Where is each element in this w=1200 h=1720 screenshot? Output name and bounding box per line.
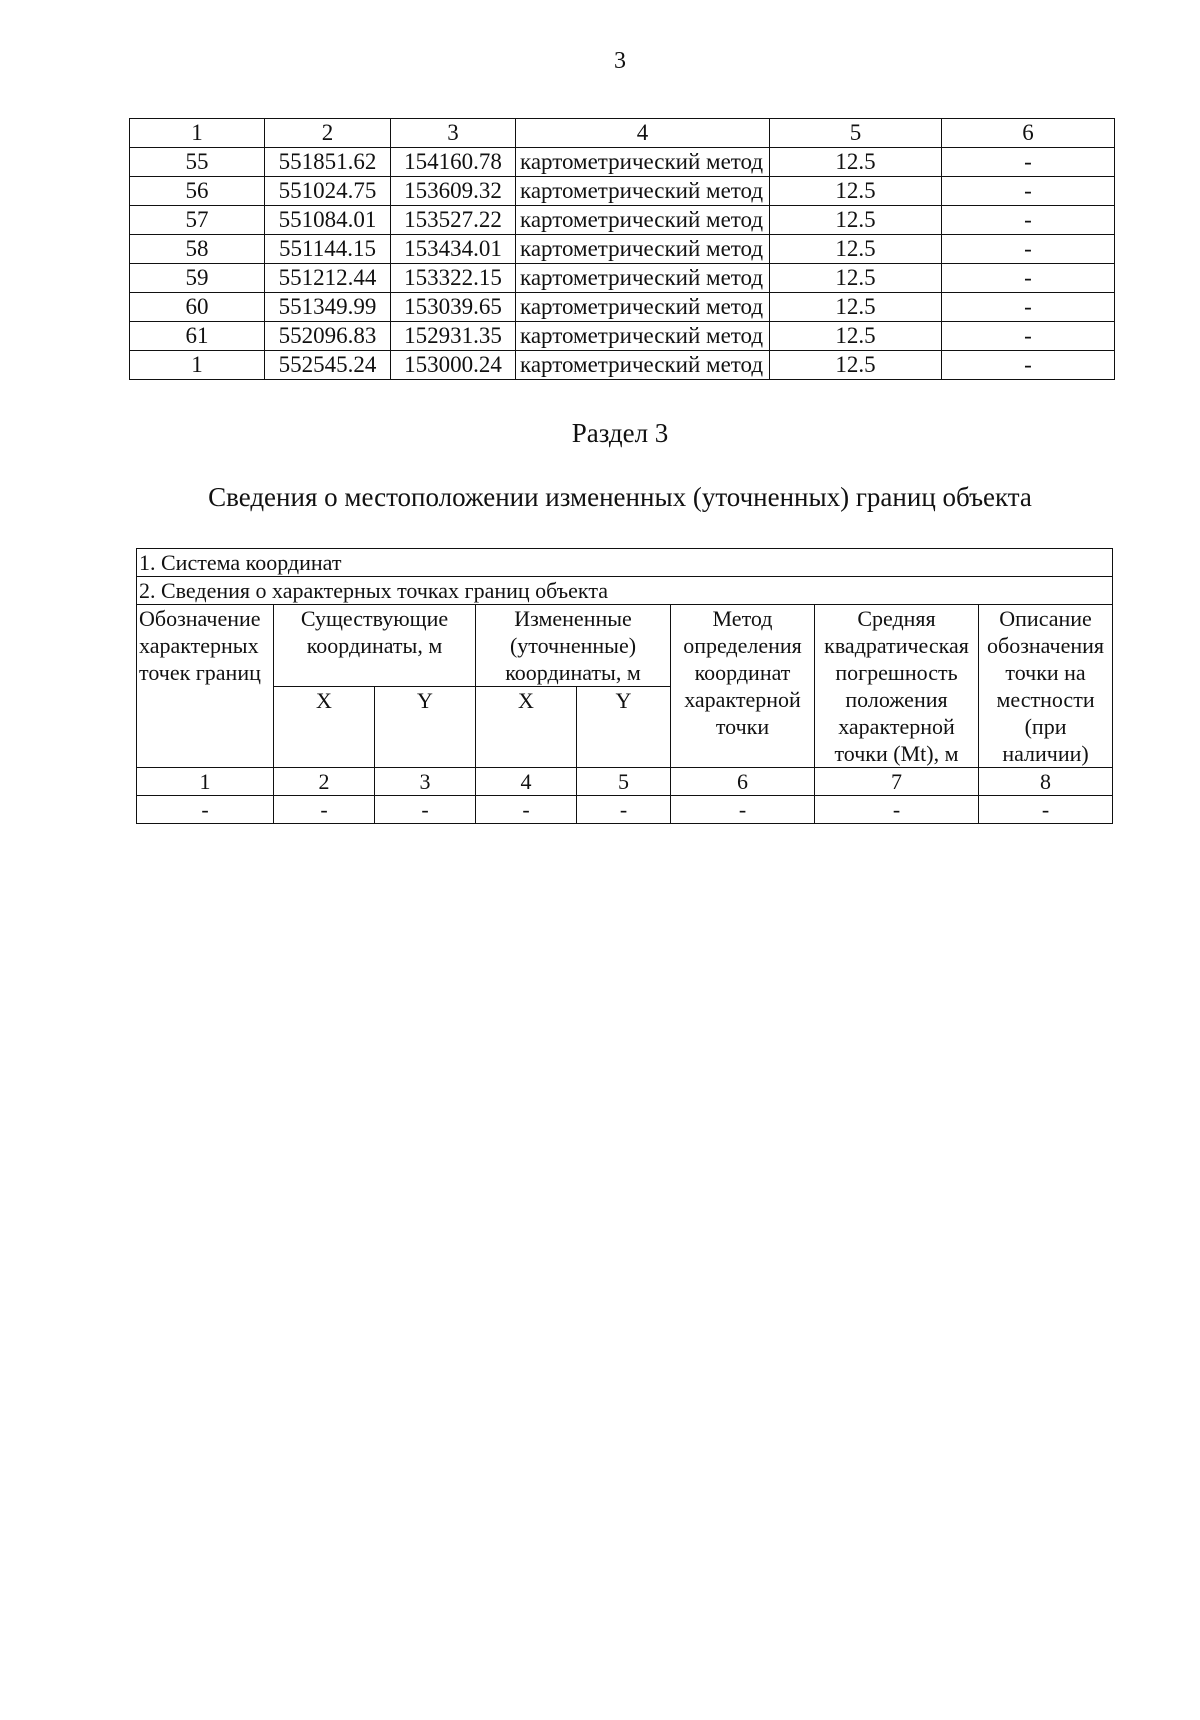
- table-cell: 153609.32: [391, 177, 516, 206]
- column-number-cell: 5: [577, 768, 671, 796]
- table-row: [130, 264, 1115, 293]
- table-cell: 551024.75: [265, 177, 391, 206]
- table-cell: 153434.01: [391, 235, 516, 264]
- page-number: 3: [614, 48, 626, 74]
- table-cell: 551084.01: [265, 206, 391, 235]
- table-cell: 56: [130, 177, 265, 206]
- column-number-cell: 7: [815, 768, 979, 796]
- table-cell: картометрический метод: [516, 293, 770, 322]
- table-cell: картометрический метод: [516, 206, 770, 235]
- coords-header-row: [130, 119, 1115, 148]
- table-cell: 57: [130, 206, 265, 235]
- table-cell: 12.5: [770, 264, 942, 293]
- table-row: [130, 206, 1115, 235]
- table-cell: -: [942, 235, 1115, 264]
- table-cell: 153527.22: [391, 206, 516, 235]
- table-cell: 12.5: [770, 351, 942, 380]
- table-cell: картометрический метод: [516, 322, 770, 351]
- table-cell: -: [815, 796, 979, 824]
- table-cell: -: [979, 796, 1113, 824]
- table-cell: -: [577, 796, 671, 824]
- column-number-cell: 2: [274, 768, 375, 796]
- coords-header-cell: 1: [130, 119, 265, 148]
- table-cell: 551144.15: [265, 235, 391, 264]
- header-existing-x: X: [274, 687, 375, 768]
- header-changed-x: X: [476, 687, 577, 768]
- table-cell: 552545.24: [265, 351, 391, 380]
- coords-header-cell: 6: [942, 119, 1115, 148]
- column-number-row: [137, 768, 1113, 796]
- table-cell: 12.5: [770, 148, 942, 177]
- column-number-cell: 1: [137, 768, 274, 796]
- coords-header-cell: 2: [265, 119, 391, 148]
- column-number-cell: 6: [671, 768, 815, 796]
- table-cell: картометрический метод: [516, 264, 770, 293]
- table-cell: 12.5: [770, 235, 942, 264]
- column-number-cell: 3: [375, 768, 476, 796]
- table-cell: 61: [130, 322, 265, 351]
- table-cell: -: [942, 351, 1115, 380]
- table-cell: 12.5: [770, 206, 942, 235]
- table-cell: картометрический метод: [516, 351, 770, 380]
- table-cell: -: [942, 177, 1115, 206]
- table-cell: 59: [130, 264, 265, 293]
- table-row: [130, 293, 1115, 322]
- section-title: Раздел 3: [571, 418, 669, 448]
- table-cell: -: [671, 796, 815, 824]
- table-row: [130, 322, 1115, 351]
- table-row: [130, 235, 1115, 264]
- table-cell: 153000.24: [391, 351, 516, 380]
- table-cell: 551212.44: [265, 264, 391, 293]
- table-cell: 551851.62: [265, 148, 391, 177]
- header-changed-y: Y: [577, 687, 671, 768]
- table-cell: -: [942, 293, 1115, 322]
- table-cell: 12.5: [770, 177, 942, 206]
- table-cell: 154160.78: [391, 148, 516, 177]
- table-cell: 12.5: [770, 293, 942, 322]
- table-cell: -: [137, 796, 274, 824]
- table-cell: 55: [130, 148, 265, 177]
- coord-system-row: 1. Система координат: [137, 549, 1113, 577]
- coords-header-cell: 5: [770, 119, 942, 148]
- table-cell: 551349.99: [265, 293, 391, 322]
- table-cell: -: [274, 796, 375, 824]
- header-description: Описание обозначения точки на местности (при наличии): [979, 605, 1113, 768]
- coords-header-cell: 4: [516, 119, 770, 148]
- table-cell: 1: [130, 351, 265, 380]
- table-cell: -: [476, 796, 577, 824]
- table-cell: 12.5: [770, 322, 942, 351]
- table-cell: -: [942, 206, 1115, 235]
- table-cell: 153039.65: [391, 293, 516, 322]
- table-row: [130, 148, 1115, 177]
- header-mean-error: Средняя квадратическая погрешность положения характерной точки (Mt), м: [815, 605, 979, 768]
- table-cell: -: [375, 796, 476, 824]
- points-info-row: 2. Сведения о характерных точках границ объекта: [137, 577, 1113, 605]
- table-cell: 152931.35: [391, 322, 516, 351]
- table-row: [130, 177, 1115, 206]
- table-cell: 552096.83: [265, 322, 391, 351]
- coords-header-cell: 3: [391, 119, 516, 148]
- table-row: [130, 351, 1115, 380]
- table-cell: картометрический метод: [516, 177, 770, 206]
- table-cell: -: [942, 264, 1115, 293]
- section-subtitle: Сведения о местоположении измененных (уточненных) границ объекта: [208, 482, 1032, 512]
- table-row: [137, 796, 1113, 824]
- table-cell: картометрический метод: [516, 235, 770, 264]
- table-cell: -: [942, 322, 1115, 351]
- table-cell: 153322.15: [391, 264, 516, 293]
- column-number-cell: 4: [476, 768, 577, 796]
- header-existing-y: Y: [375, 687, 476, 768]
- header-method: Метод определения координат характерной точки: [671, 605, 815, 768]
- table-cell: 58: [130, 235, 265, 264]
- header-existing-coords: Существующие координаты, м: [274, 605, 476, 687]
- table-cell: картометрический метод: [516, 148, 770, 177]
- column-number-cell: 8: [979, 768, 1113, 796]
- header-changed-coords: Измененные (уточненные) координаты, м: [476, 605, 671, 687]
- header-designation: Обозначение характерных точек границ: [137, 605, 274, 768]
- table-cell: -: [942, 148, 1115, 177]
- boundary-points-table: [136, 548, 1113, 824]
- table-cell: 60: [130, 293, 265, 322]
- coordinates-table: [129, 118, 1115, 380]
